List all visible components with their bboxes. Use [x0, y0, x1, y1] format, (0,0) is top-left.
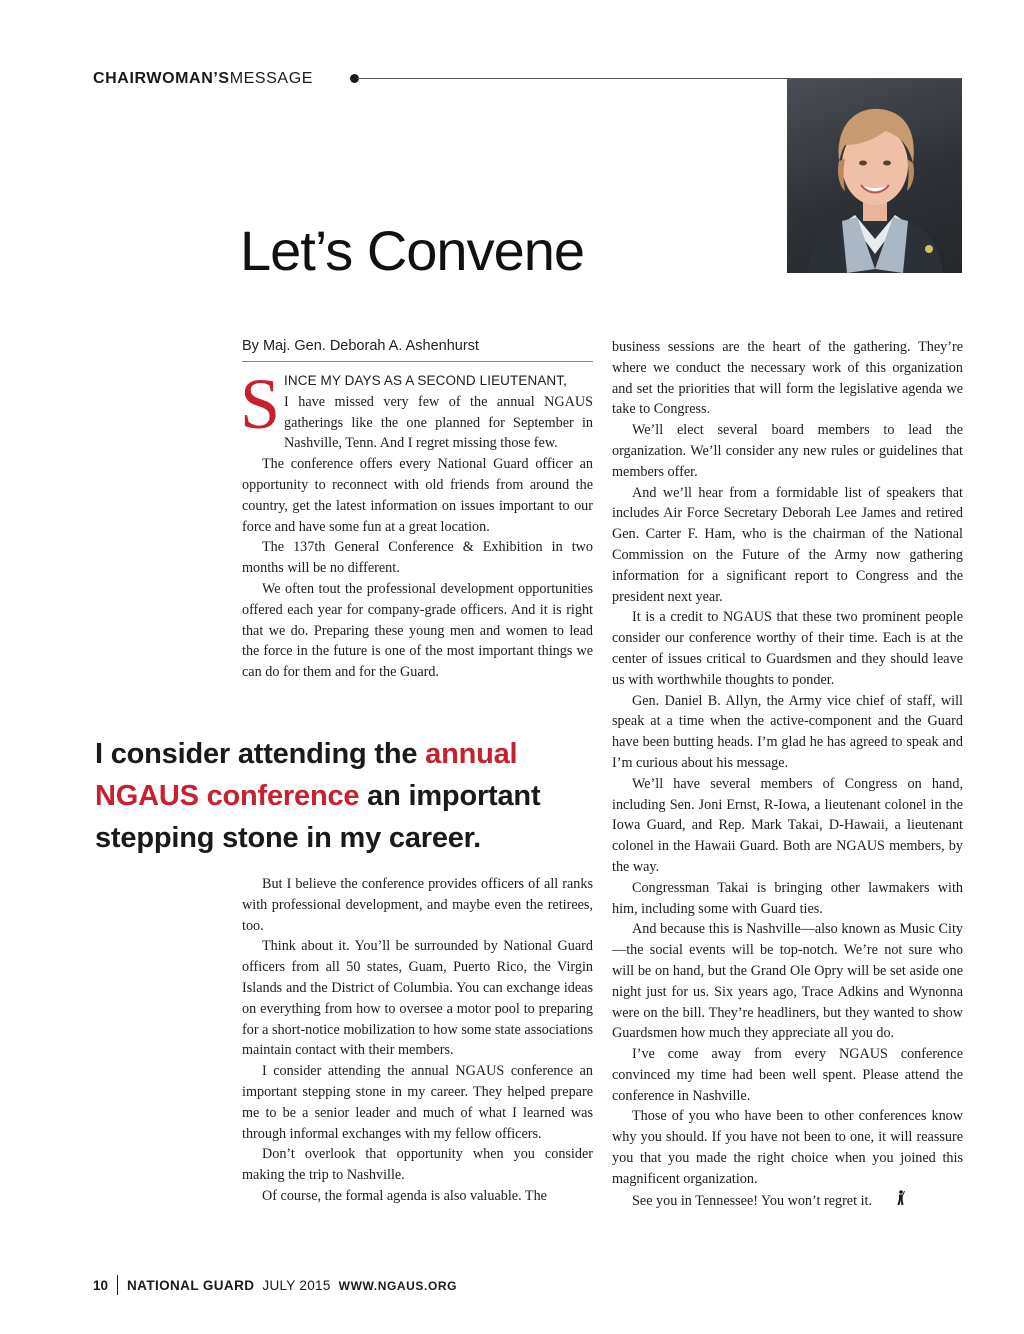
section-header-bold: CHAIRWOMAN’S [93, 70, 230, 87]
paragraph: But I believe the conference provides officers of all ranks with professional development, and maybe even the retirees, too. [242, 876, 593, 934]
body-column-left-top [240, 364, 593, 683]
pull-quote [95, 733, 595, 859]
closing-paragraph [612, 1190, 963, 1212]
paragraph: We often tout the professional development opportunities offered each year for company-grade officers. And it is right that we do. Preparing these young men and women to lead the force in the future is one of the most important things we can do for them and for the Guard. [242, 580, 593, 681]
byline-rule [242, 361, 593, 362]
paragraph: Gen. Daniel B. Allyn, the Army vice chief of staff, will speak at a time when the active-component and the Guard have been butting heads. I’m glad he has agreed to speak and I’m curious about his message. [612, 692, 963, 771]
lead-caps: INCE MY DAYS AS A SECOND LIEUTENANT, [284, 373, 567, 388]
paragraph: business sessions are the heart of the gathering. They’re where we conduct the necessary work of this organization and set the priorities that will form the legislative agenda we take to Congress. [612, 339, 963, 418]
paragraph: We’ll elect several board members to lead the organization. We’ll consider any new rules or guidelines that members offer. [612, 422, 963, 480]
paragraph: And because this is Nashville—also known as Music City—the social events will be top-notch. We’re not sure who will be on hand, but the Grand Ole Opry will be set aside one night just for us. Six years ago, Trace Adkins and Wynonna were on the bill. They’re headliners, but they wanted to show Guardsmen how much they appreciate all you do. [612, 921, 963, 1042]
closing-text: See you in Tennessee! You won’t regret it. [632, 1192, 873, 1209]
page-number: 10 [93, 1278, 109, 1293]
issue-date: JULY 2015 [262, 1278, 331, 1293]
paragraph: I consider attending the annual NGAUS conference an important stepping stone in my career. They helped prepare me to be a senior leader and much of what I learned was through informal exchanges with my fellow officers. [242, 1063, 593, 1142]
paragraph: I’ve come away from every NGAUS conference convinced my time had been well spent. Please attend the conference in Nashville. [612, 1046, 963, 1104]
section-header-light: MESSAGE [229, 70, 314, 87]
paragraph: Congressman Takai is bringing other lawmakers with him, including some with Guard ties. [612, 879, 963, 917]
section-header [93, 70, 313, 88]
paragraph: The conference offers every National Guard officer an opportunity to reconnect with old friends from around the country, get the latest information on issues important to our force and have some fun at a great location. [242, 456, 593, 535]
body-column-left-bottom [242, 874, 593, 1207]
website-url: WWW.NGAUS.ORG [338, 1279, 458, 1293]
portrait-illustration [787, 79, 962, 273]
drop-cap: S [240, 364, 281, 444]
lead-caps-line [242, 371, 593, 392]
paragraph: We’ll have several members of Congress on hand, including Sen. Joni Ernst, R-Iowa, a lieutenant colonel in the Iowa Guard, and Rep. Mark Takai, D-Hawaii, a lieutenant colonel in the Hawaii Guard. Both are NGAUS members, by the way. [612, 775, 963, 875]
paragraph: Think about it. You’ll be surrounded by National Guard officers from all 50 states, Guam, Puerto Rico, the Virgin Islands and the District of Columbia. You can exchange ideas on everything from how to oversee a motor pool to preparing for a short-notice mobilization to how some state associations maintain contact with their members. [242, 938, 593, 1059]
paragraph: I have missed very few of the annual NGAUS gatherings like the one planned for September in Nashville, Tenn. And I regret missing those few. [284, 393, 593, 452]
article-title: Let’s Convene [240, 219, 584, 282]
paragraph: Of course, the formal agenda is also valuable. The [262, 1187, 547, 1204]
paragraph: Don’t overlook that opportunity when you consider making the trip to Nashville. [242, 1146, 593, 1184]
paragraph: And we’ll hear from a formidable list of speakers that includes Air Force Secretary Deborah Lee James and retired Gen. Carter F. Ham, who is the chairman of the National Commission on the Future of the Army now gathering information for a significant report to Congress and the president next year. [612, 484, 963, 605]
pull-quote-part2: an important stepping stone in my career. [95, 780, 541, 854]
body-column-right [612, 337, 963, 1211]
paragraph: Those of you who have been to other conferences know why you should. If you have not been to one, it will reassure you that you made the right choice when you joined this magnificent organization. [612, 1108, 963, 1187]
author-portrait [787, 79, 962, 273]
pull-quote-highlight: annual NGAUS conference [95, 738, 518, 812]
byline: By Maj. Gen. Deborah A. Ashenhurst [242, 338, 479, 354]
magazine-name: NATIONAL GUARD [127, 1278, 255, 1293]
page-footer [93, 1275, 457, 1295]
paragraph: The 137th General Conference & Exhibition in two months will be no different. [242, 539, 593, 577]
soldier-end-mark-icon [876, 1190, 905, 1211]
pull-quote-part1: I consider attending the [95, 738, 426, 770]
paragraph: It is a credit to NGAUS that these two prominent people consider our conference worthy of their time. Each is at the center of issues critical to Guardsmen and they should leave us with worthwhile thoughts to ponder. [612, 609, 963, 688]
footer-divider [117, 1275, 118, 1295]
